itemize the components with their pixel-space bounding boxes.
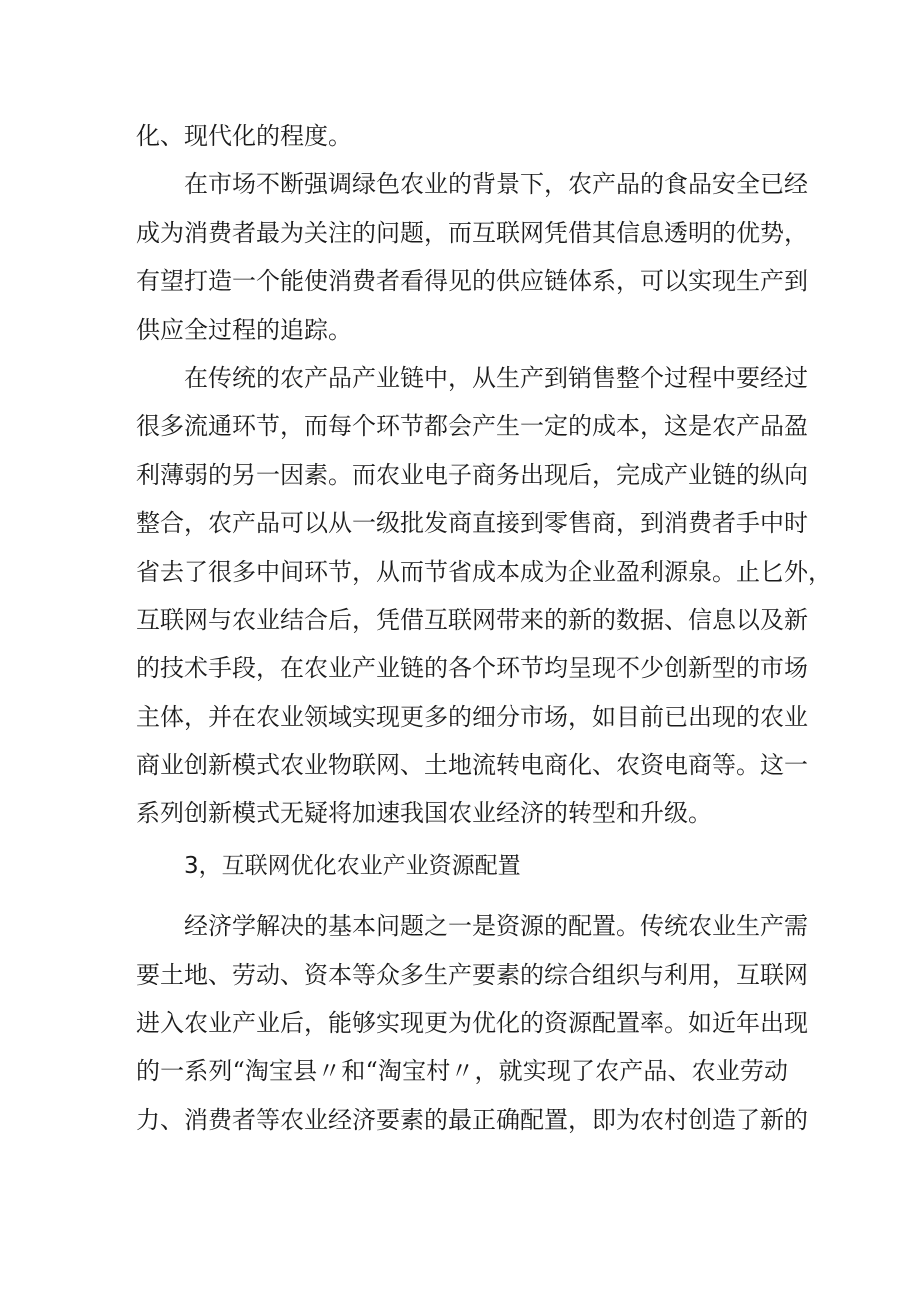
section-heading: 3，互联网优化农业产业资源配置 — [184, 852, 521, 879]
text-line: 很多流通环节，而每个环节都会产生一定的成本，这是农产品盈 — [136, 412, 808, 441]
text-line: 主体，并在农业领域实现更多的细分市场，如目前已出现的农业 — [136, 702, 808, 731]
text-line: 商业创新模式农业物联网、土地流转电商化、农资电商等。这一 — [136, 751, 808, 780]
paragraph — [136, 160, 808, 354]
text-line: 要土地、劳动、资本等众多生产要素的综合组织与利用，互联网 — [136, 960, 808, 989]
paragraph — [136, 354, 832, 838]
text-line: 化、现代化的程度。 — [136, 122, 352, 150]
text-line: 进入农业产业后，能够实现更为优化的资源配置率。如近年出现 — [136, 1009, 808, 1038]
paragraph — [136, 112, 788, 160]
text-line: 经济学解决的基本问题之一是资源的配置。传统农业生产需 — [184, 912, 808, 941]
text-line: 的一系列“淘宝县〃和“淘宝村〃，就实现了农产品、农业劳动 — [136, 1057, 788, 1086]
text-line: 互联网与农业结合后，凭借互联网带来的新的数据、信息以及新 — [136, 605, 808, 634]
text-line: 成为消费者最为关注的问题，而互联网凭借其信息透明的优势， — [136, 218, 808, 247]
text-line: 的技术手段，在农业产业链的各个环节均呈现不少创新型的市场 — [136, 654, 808, 683]
text-line: 省去了很多中间环节，从而节省成本成为企业盈利源泉。止匕外， — [136, 557, 832, 586]
text-line: 系列创新模式无疑将加速我国农业经济的转型和升级。 — [136, 799, 712, 828]
document-body — [136, 112, 832, 1144]
text-line: 供应全过程的追踪。 — [136, 315, 352, 344]
text-line: 有望打造一个能使消费者看得见的供应链体系，可以实现生产到 — [136, 267, 808, 296]
text-line: 在传统的农产品产业链中，从生产到销售整个过程中要经过 — [184, 363, 808, 392]
text-line: 利薄弱的另一因素。而农业电子商务出现后，完成产业链的纵向 — [136, 460, 808, 489]
text-line: 在市场不断强调绿色农业的背景下，农产品的食品安全已经 — [184, 170, 808, 199]
text-line: 整合，农产品可以从一级批发商直接到零售商，到消费者手中时 — [136, 509, 808, 538]
text-line: 力、消费者等农业经济要素的最正确配置，即为农村创造了新的 — [136, 1105, 808, 1134]
paragraph — [136, 902, 808, 1144]
